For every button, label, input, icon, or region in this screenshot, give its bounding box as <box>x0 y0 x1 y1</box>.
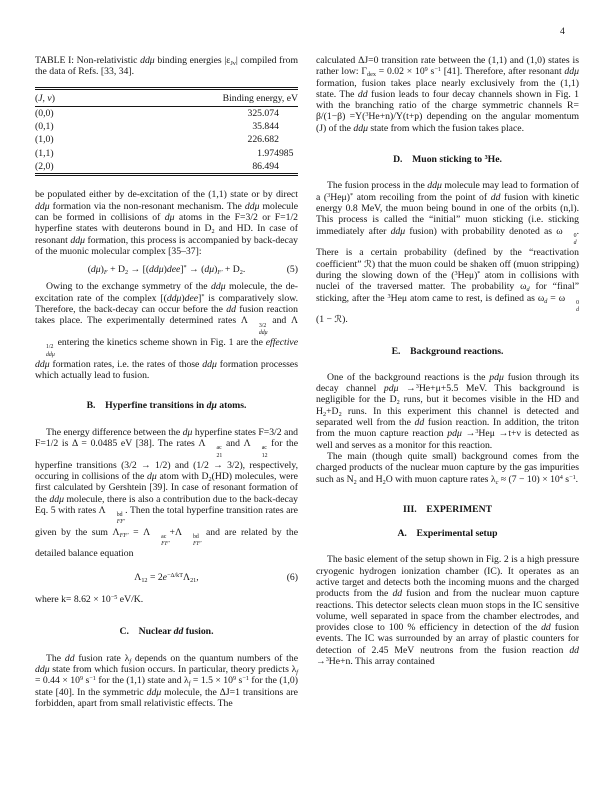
column-header-jv: (J, v) <box>35 88 125 106</box>
value-wrap: 35 .844 <box>252 121 279 133</box>
left-column <box>35 55 298 709</box>
equation-6-number: (6) <box>286 571 298 583</box>
section-heading-iii: III. EXPERIMENT <box>402 503 493 515</box>
equation-6-body: $\Lambda_{12} = 2e^{-\Delta/kT}\Lambda_{21}$, <box>134 571 199 584</box>
paragraph-hyperfine: The energy difference between the dμ hyperfine states F=3/2 and F=1/2 is Δ = 0.0485 eV [38]. The rates Λ ac 21 and Λ ac 12 for the hyperfine transitions (3/2 → 1/2) and (1/2 → 3/2), respectively, occuring in collisions of the dμ atom with $D_2(HD)$ molecules, were first calculated by Gershtein [39]. In case of resonant formation of the ddμ molecule, there is also a contribution due to the back-decay Eq. 5 with rates Λ bd FF′ . Then the total hyperfine transition rates are given by the sum $\Lambda_{FF'} = \Lambda$ ac FF′ +Λ bd FF′ and are related by the detailed balance equation <box>35 426 299 560</box>
paragraph-boltzmann-constant: where $k= 8.62 \times 10^{-5}$ eV/K. <box>35 593 144 606</box>
equation-5 <box>35 264 298 275</box>
section-heading-d: D. Muon sticking to $^3$He. <box>393 153 502 166</box>
paragraph-muon-sticking: The fusion process in the ddμ molecule may lead to formation of a ($^3$Heμ)* atom recoiling from the point of dd fusion with kinetic energy 0.8 MeV, the muon being bound in one of the orbits (n,l). This process is called the “initial” muon sticking (i.e. sticking immediately after ddμ fusion) with probability denoted as ω 0 d . There is a certain probability (defined by the “reactivation coefficient” ℛ) that the muon could be shaken off (muon stripping) during the slowing down of the ($^3$Heμ)* atom in collisions with nuclei of the traversed matter. The probability $\omega_d$ for “final” sticking, after the $^3$Heμ atom came to rest, is defined as $\omega_d = \omega$ 0 d (1 − ℛ). <box>316 180 580 326</box>
equation-5-body: $(d\mu)_F + D_2 \to [(dd\mu)dee]^* \to (d\mu)_{F'} + D_2$. <box>87 263 246 277</box>
section-heading-c: C. Nuclear dd fusion. <box>119 626 214 638</box>
table-row <box>35 106 298 120</box>
paragraph-back-decay: Owing to the exchange symmetry of the ddμ molecule, the de-excitation rate of the complex [(ddμ)dee]* is comparatively slow. Therefore, the back-decay can occur before the dd fusion reaction takes place. The experimentally determined rates Λ 3/2 ddμ and Λ 1/2 ddμ entering the kinetics scheme shown in Fig. 1 are the effective ddμ formation rates, i.e. the rates of those ddμ formation processes which actually lead to fusion. <box>35 281 299 382</box>
cell-binding-energy <box>125 147 298 160</box>
equation-6 <box>35 572 298 583</box>
cell-binding-energy <box>125 160 298 175</box>
cell-state-jv: (1,1) <box>35 147 54 159</box>
table-row <box>35 147 298 160</box>
cell-binding-energy <box>125 120 298 133</box>
section-heading-a: A. Experimental setup <box>397 528 498 540</box>
paragraph-background-pdmu: One of the background reactions is the pdμ fusion through its decay channel pdμ →$^3$He+μ+5.5 MeV. This background is negligible for the $D_2$ runs, but it becomes visible in the HD and $H_2+D_2$ runs. In this experiment this channel is detected and separated well from the dd fusion reaction. In addition, the triton from the muon capture reaction pdμ →$^3$Heμ →t+ν is detected as well and serves as a monitor for this reaction. <box>316 371 580 451</box>
section-heading-b: B. Hyperfine transitions in dμ atoms. <box>86 400 247 412</box>
column-header-binding-energy: Binding energy, eV <box>125 88 298 106</box>
cell-binding-energy <box>125 133 298 146</box>
equation-5-number: (5) <box>286 264 298 276</box>
value-wrap: 1 .974985 <box>257 147 294 159</box>
table-caption: TABLE I: Non-relativistic ddμ binding energies $|\varepsilon_{Jv}|$ compiled from the data of Refs. [33, 34]. <box>35 55 298 78</box>
paragraph-population: be populated either by de-excitation of the (1,1) state or by direct ddμ formation via the non-resonant mechanism. The ddμ molecule can be formed in collisions of dμ atoms in the F=3/2 or F=1/2 hyperfine states with deuterons bound in $D_2$ and HD. In case of resonant ddμ formation, this process is accompanied by back-decay of the muonic molecular complex [35–37]: <box>35 189 299 257</box>
table-header-row <box>35 88 298 106</box>
table-body <box>35 106 298 174</box>
binding-energies-table <box>35 87 298 177</box>
cell-state-jv: (2,0) <box>35 161 54 173</box>
cell-state-jv: (0,0) <box>35 107 54 119</box>
table-row <box>35 133 298 146</box>
paragraph-fusion-rate: The dd fusion rate $\lambda_f$ depends on the quantum numbers of the ddμ state from which fusion occurs. In particular, theory predicts $\lambda_f = 0.44 \times 10^9$ $s^{-1}$ for the (1,1) state and $\lambda_f = 1.5 \times 10^9$ $s^{-1}$ for the (1,0) state [40]. In the symmetric ddμ molecule, the ΔJ=1 transitions are forbidden, apart from small relativistic effects. The <box>35 652 299 709</box>
cell-state-jv: (0,1) <box>35 121 54 133</box>
cell-state-jv: (1,0) <box>35 134 54 146</box>
cell-binding-energy <box>125 106 298 120</box>
value-wrap: 325 .074 <box>247 107 279 119</box>
value-wrap: 226 .682 <box>247 134 279 146</box>
table-row <box>35 120 298 133</box>
paragraph-transition-rate: calculated ΔJ=0 transition rate between the (1,1) and (1,0) states is rather low: $\Gamma_{dex} = 0.02 \times 10^9$ $s^{-1}$ [41]. Therefore, after resonant ddμ formation, fusion takes place nearly exclusively from the (1,1) state. The dd fusion leads to four decay channels shown in Fig. 1 with the branching ratio of the charge symmetric channels R= β/(1−β) =Y($^3$He+n)/Y(t+p) depending on the angular momentum (J) of the ddμ state from which the fusion takes place. <box>316 55 579 134</box>
right-column <box>316 55 579 667</box>
value-wrap: 86 .494 <box>252 161 279 173</box>
paragraph-background-capture: The main (though quite small) background comes from the charged products of the nuclear muon capture by the gas impurities such as $N_2$ and $H_2O$ with muon capture rates $\lambda_c \approx (7 - 10) \times 10^4$ $s^{-1}$. <box>316 450 579 486</box>
paragraph-experimental-setup: The basic element of the setup shown in Fig. 2 is a high pressure cryogenic hydrogen ionization chamber (IC). It operates as an active target and detects both the incoming muons and the charged products from the dd fusion and from the nuclear muon capture reactions. This detector selects clean muon stops in the IC sensitive volume, well separated in space from the chamber electrodes, and provides close to 100 % efficiency in detection of the dd fusion events. The IC was surrounded by an array of plastic counters for detection of 2.45 MeV neutrons from the fusion reaction dd →$^3$He+n. This array contained <box>316 554 580 668</box>
table-1-block <box>35 55 298 176</box>
page-number: 4 <box>560 26 565 37</box>
table-header <box>35 88 298 106</box>
table-row <box>35 160 298 175</box>
section-heading-e: E. Background reactions. <box>391 345 504 357</box>
